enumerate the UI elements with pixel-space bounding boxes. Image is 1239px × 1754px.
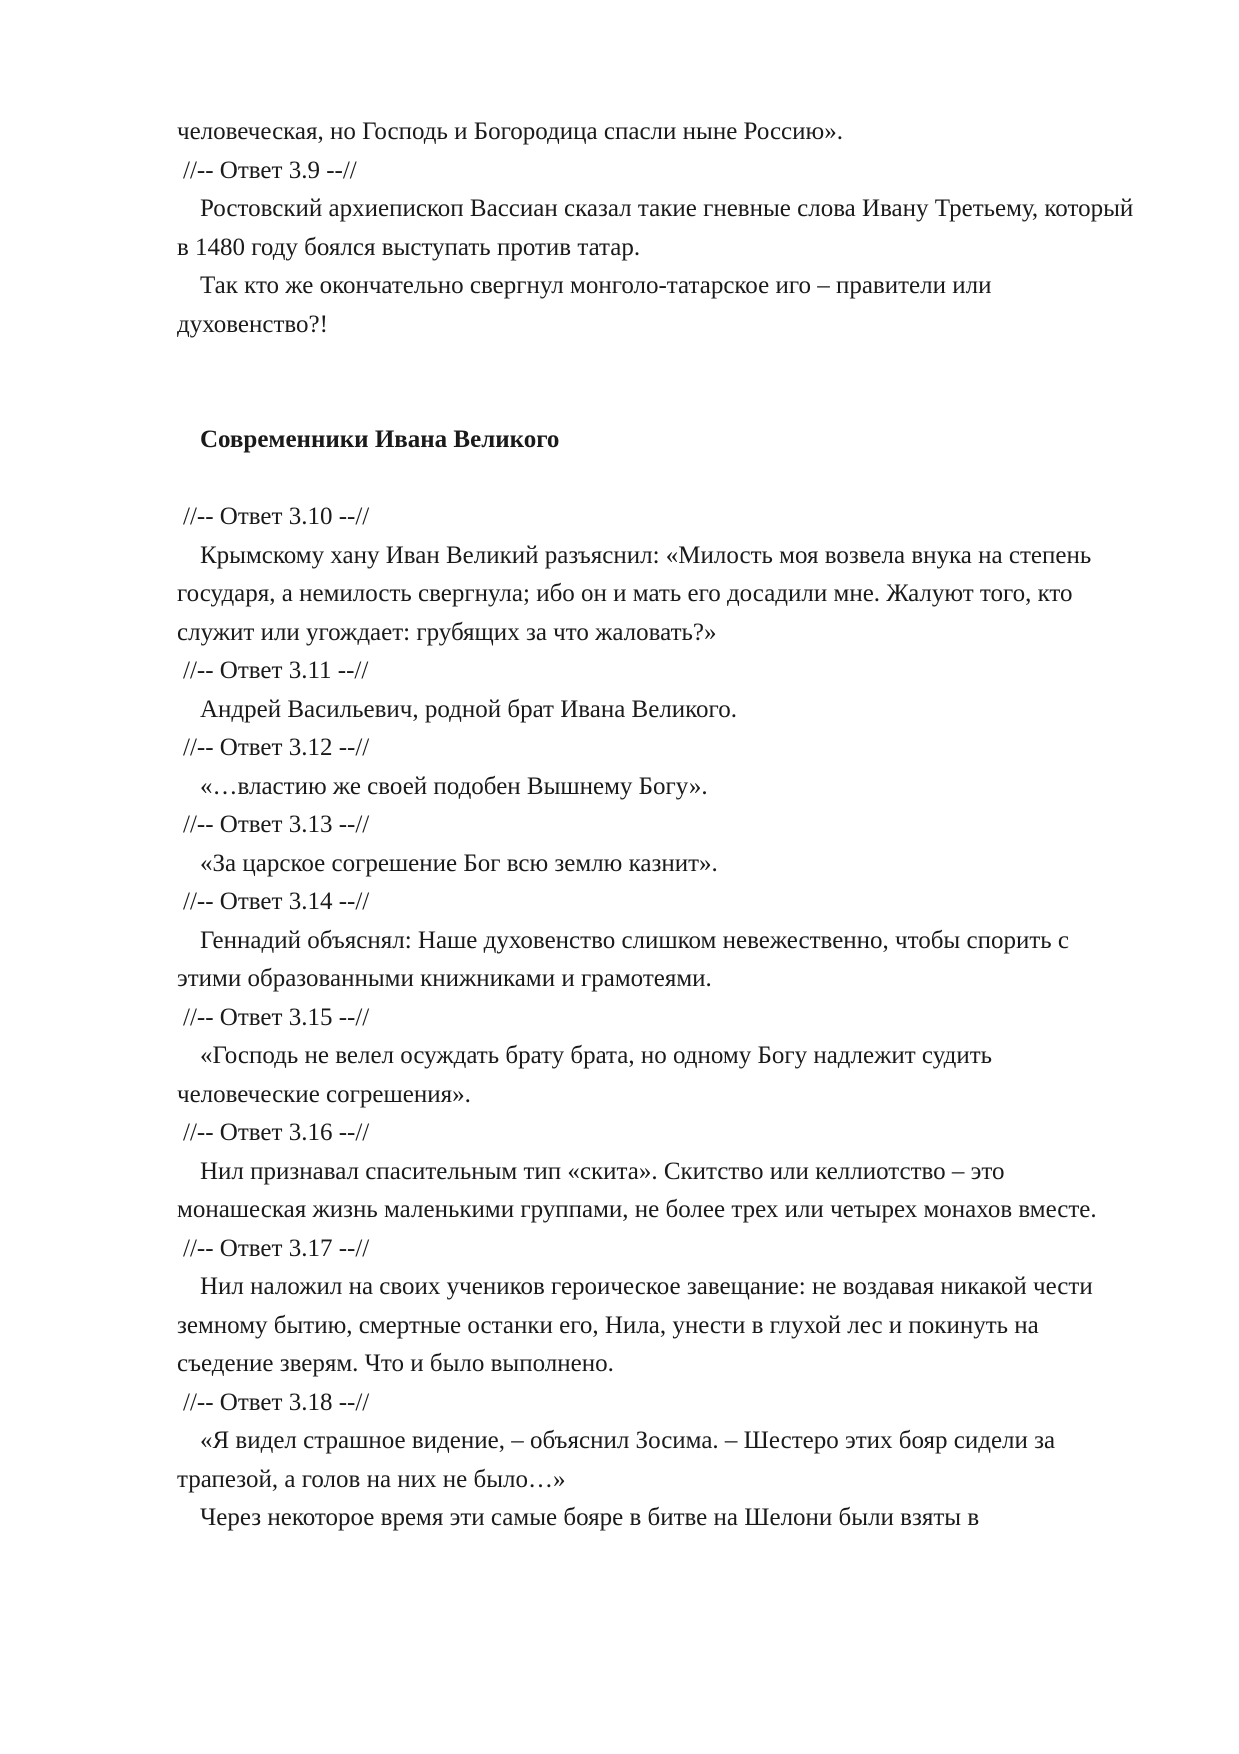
paragraph: Ростовский архиепископ Вассиан сказал такие гневные слова Ивану Третьему, который в 1480 году боялся выступать против татар.	[177, 195, 1134, 261]
paragraph: «Я видел страшное видение, – объяснил Зосима. – Шестеро этих бояр сидели за трапезой, а голов на них не было…»	[177, 1427, 1056, 1493]
answer-marker: //-- Ответ 3.16 --//	[183, 1119, 370, 1146]
paragraph-continuation: человеческая, но Господь и Богородица спасли ныне Россию».	[177, 118, 843, 145]
section-heading: Современники Ивана Великого	[200, 426, 560, 453]
answer-marker: //-- Ответ 3.14 --//	[183, 888, 370, 915]
answer-marker: //-- Ответ 3.9 --//	[183, 156, 357, 184]
paragraph: Геннадий объяснял: Наше духовенство слишком невежественно, чтобы спорить с этими образованными книжниками и грамотеями.	[177, 926, 1070, 992]
paragraph: Андрей Васильевич, родной брат Ивана Великого.	[200, 695, 737, 723]
answer-marker: //-- Ответ 3.10 --//	[183, 503, 370, 530]
paragraph: «За царское согрешение Бог всю землю казнит».	[200, 849, 718, 877]
paragraph: Нил признавал спасительным тип «скита». Скитство или келлиотство – это монашеская жизнь маленькими группами, не более трех или четырех монахов вместе.	[177, 1157, 1097, 1223]
paragraph: Так кто же окончательно свергнул монголо-татарское иго – правители или духовенство?!	[177, 272, 992, 338]
paragraph: «…властию же своей подобен Вышнему Богу».	[200, 772, 708, 800]
answer-marker: //-- Ответ 3.13 --//	[183, 811, 370, 838]
answer-marker: //-- Ответ 3.11 --//	[183, 657, 369, 684]
section-gap	[177, 344, 1139, 421]
answer-marker: //-- Ответ 3.17 --//	[183, 1234, 370, 1262]
paragraph: «Господь не велел осуждать брату брата, но одному Богу надлежит судить человеческие согрешения».	[177, 1042, 993, 1108]
answer-marker: //-- Ответ 3.15 --//	[183, 1003, 370, 1031]
page-body	[177, 113, 1139, 1538]
paragraph: Крымскому хану Иван Великий разъяснил: «Милость моя возвела внука на степень государя, а немилость свергнула; ибо он и мать его досадили мне. Жалуют того, кто служит или угождает: грубящих за что жаловать?»	[177, 541, 1092, 646]
answer-marker: //-- Ответ 3.12 --//	[183, 734, 370, 761]
answer-marker: //-- Ответ 3.18 --//	[183, 1388, 370, 1416]
paragraph: Через некоторое время эти самые бояре в битве на Шелони были взяты в	[200, 1504, 980, 1531]
paragraph: Нил наложил на своих учеников героическое завещание: не воздавая никакой чести земному бытию, смертные останки его, Нила, унести в глухой лес и покинуть на съедение зверям. Что и было выполнено.	[177, 1273, 1093, 1377]
